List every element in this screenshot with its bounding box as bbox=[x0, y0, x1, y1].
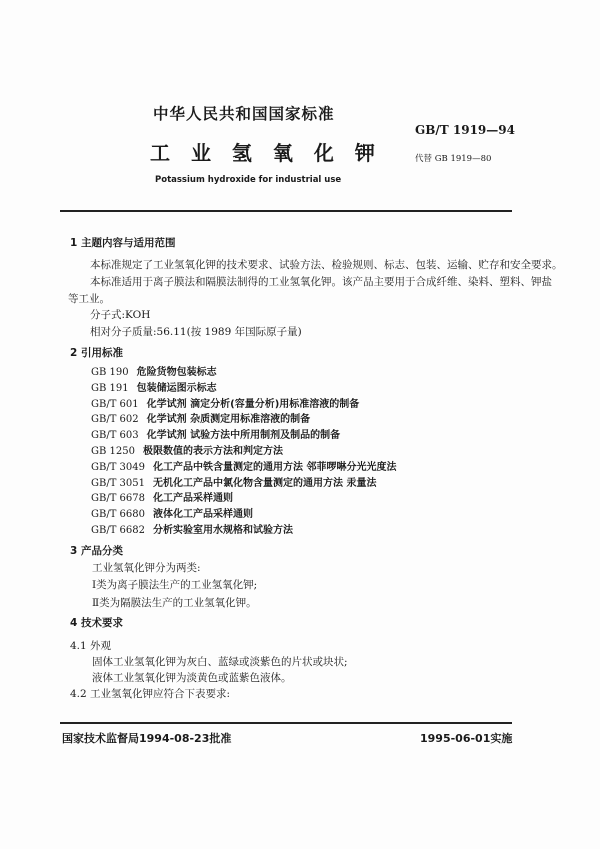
section-1-para-2: 本标准适用于离子膜法和隔膜法制得的工业氢氧化钾。该产品主要用于合成纤维、染料、塑料、钾盐 bbox=[90, 276, 552, 288]
reference-item bbox=[91, 479, 377, 489]
reference-item bbox=[91, 447, 283, 457]
reference-code: GB/T 6682 bbox=[91, 525, 146, 536]
reference-title: 无机化工产品中氯化物含量测定的通用方法 汞量法 bbox=[153, 477, 377, 489]
replaces-note: 代替 GB 1919—80 bbox=[415, 154, 492, 164]
footer-rule bbox=[60, 722, 512, 724]
reference-code: GB 191 bbox=[91, 382, 129, 394]
section-1-para-2-cont: 等工业。 bbox=[68, 293, 110, 305]
reference-code: GB 1250 bbox=[91, 446, 135, 457]
reference-item bbox=[91, 526, 293, 536]
section-4-2: 4.2 工业氢氧化钾应符合下表要求: bbox=[70, 688, 231, 700]
reference-code: GB 190 bbox=[91, 367, 129, 378]
reference-code: GB/T 3049 bbox=[91, 461, 146, 473]
reference-title: 化学试剂 滴定分析(容量分析)用标准溶液的制备 bbox=[146, 398, 360, 410]
section-1-para-1: 本标准规定了工业氢氧化钾的技术要求、试验方法、检验规则、标志、包装、运输、贮存和安全要求。 bbox=[90, 259, 563, 271]
reference-item bbox=[91, 431, 340, 441]
section-4-heading: 4 技术要求 bbox=[70, 617, 123, 629]
section-1-heading: 1 主题内容与适用范围 bbox=[70, 237, 176, 249]
reference-item bbox=[91, 494, 233, 504]
reference-title: 极限数值的表示方法和判定方法 bbox=[142, 446, 283, 457]
approval-note: 国家技术监督局1994-08-23批准 bbox=[62, 732, 232, 745]
reference-item bbox=[91, 400, 359, 410]
header-rule bbox=[60, 210, 512, 212]
national-standard-heading: 中华人民共和国国家标准 bbox=[153, 105, 335, 123]
reference-code: GB/T 601 bbox=[91, 398, 139, 410]
molecular-formula: 分子式:KOH bbox=[90, 309, 151, 321]
reference-item bbox=[91, 510, 253, 520]
reference-title: 化学试剂 杂质测定用标准溶液的制备 bbox=[146, 414, 311, 426]
reference-item bbox=[91, 463, 397, 473]
reference-code: GB/T 603 bbox=[91, 430, 139, 442]
section-3-intro: 工业氢氧化钾分为两类: bbox=[92, 562, 201, 574]
molecular-mass: 相对分子质量:56.11(按 1989 年国际原子量) bbox=[90, 326, 302, 338]
effective-date: 1995-06-01实施 bbox=[420, 732, 513, 745]
reference-code: GB/T 602 bbox=[91, 414, 139, 426]
title-en: Potassium hydroxide for industrial use bbox=[155, 175, 342, 185]
reference-code: GB/T 6678 bbox=[91, 493, 146, 505]
reference-title: 化工产品中铁含量测定的通用方法 邻菲啰啉分光光度法 bbox=[153, 461, 397, 473]
appearance-solid: 固体工业氢氧化钾为灰白、蓝绿或淡紫色的片状或块状; bbox=[92, 656, 348, 668]
reference-title: 包装储运图示标志 bbox=[136, 382, 217, 394]
reference-item bbox=[91, 384, 217, 394]
reference-title: 化学试剂 试验方法中所用制剂及制品的制备 bbox=[146, 430, 341, 442]
reference-title: 危险货物包装标志 bbox=[136, 367, 217, 378]
title-cn: 工 业 氢 氧 化 钾 bbox=[150, 141, 375, 165]
reference-title: 化工产品采样通则 bbox=[153, 493, 234, 505]
reference-title: 分析实验室用水规格和试验方法 bbox=[153, 525, 294, 536]
appearance-liquid: 液体工业氢氧化钾为淡黄色或蓝紫色液体。 bbox=[92, 672, 292, 684]
reference-code: GB/T 3051 bbox=[91, 477, 146, 489]
section-3-heading: 3 产品分类 bbox=[70, 545, 123, 557]
class-2: Ⅱ类为隔膜法生产的工业氢氧化钾。 bbox=[92, 597, 257, 609]
class-1: Ⅰ类为离子膜法生产的工业氢氧化钾; bbox=[92, 579, 258, 591]
standard-code: GB/T 1919—94 bbox=[415, 123, 515, 137]
reference-code: GB/T 6680 bbox=[91, 509, 146, 521]
section-4-1-heading: 4.1 外观 bbox=[70, 640, 112, 652]
section-2-heading: 2 引用标准 bbox=[70, 347, 123, 359]
reference-item bbox=[91, 368, 217, 378]
reference-item bbox=[91, 415, 310, 425]
reference-title: 液体化工产品采样通则 bbox=[153, 509, 254, 521]
